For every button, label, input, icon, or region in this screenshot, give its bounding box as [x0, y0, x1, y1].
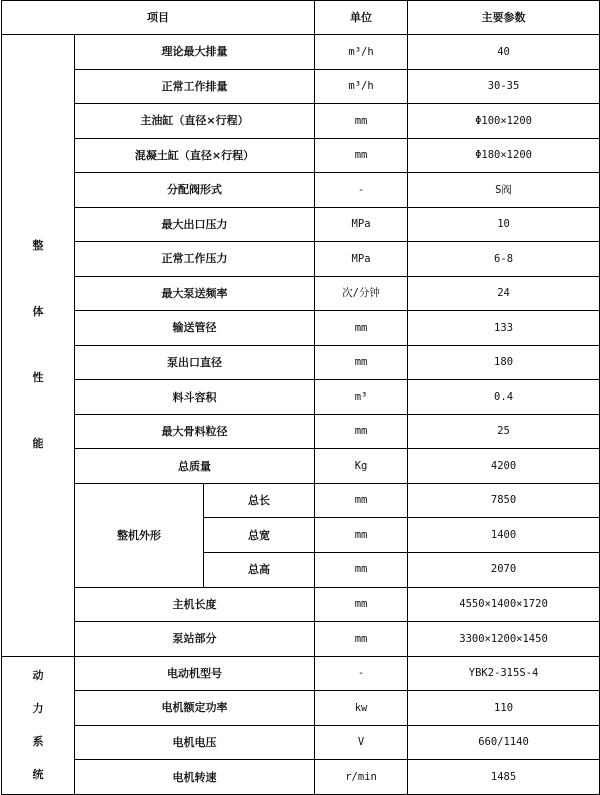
row-unit: - [315, 656, 408, 691]
row-name: 料斗容积 [75, 380, 315, 415]
row-unit: mm [315, 345, 408, 380]
row-unit: mm [315, 622, 408, 657]
row-name: 主油缸（直径×行程） [75, 104, 315, 139]
table-row [2, 173, 600, 208]
row-name: 电动机型号 [75, 656, 315, 691]
row-unit: m³/h [315, 69, 408, 104]
table-row [2, 311, 600, 346]
table-row [2, 35, 600, 70]
row-unit: mm [315, 138, 408, 173]
row-name: 最大泵送频率 [75, 276, 315, 311]
row-unit: V [315, 725, 408, 760]
header-row [2, 1, 600, 35]
table-row [2, 725, 600, 760]
row-value: 3300×1200×1450 [408, 622, 600, 657]
row-unit: kw [315, 691, 408, 726]
row-name: 泵出口直径 [75, 345, 315, 380]
row-value: 180 [408, 345, 600, 380]
row-name: 电机额定功率 [75, 691, 315, 726]
row-value: 660/1140 [408, 725, 600, 760]
row-unit: mm [315, 587, 408, 622]
table-row [2, 380, 600, 415]
table-row [2, 691, 600, 726]
table-row [2, 138, 600, 173]
row-value: 110 [408, 691, 600, 726]
row-value: Φ180×1200 [408, 138, 600, 173]
row-name: 正常工作排量 [75, 69, 315, 104]
row-name: 混凝土缸（直径×行程） [75, 138, 315, 173]
row-value: Φ100×1200 [408, 104, 600, 139]
row-value: 133 [408, 311, 600, 346]
table-row [2, 760, 600, 795]
row-value: 24 [408, 276, 600, 311]
row-name: 输送管径 [75, 311, 315, 346]
row-unit: MPa [315, 242, 408, 277]
row-unit: MPa [315, 207, 408, 242]
table-row [2, 622, 600, 657]
table-row [2, 483, 600, 518]
spec-table [1, 0, 600, 795]
row-value: 30-35 [408, 69, 600, 104]
group-power-system: 动 力 系 统 [2, 656, 75, 794]
row-name: 电机转速 [75, 760, 315, 795]
header-item: 项目 [2, 1, 315, 35]
header-params: 主要参数 [408, 1, 600, 35]
table-row [2, 587, 600, 622]
table-row [2, 242, 600, 277]
row-value: S阀 [408, 173, 600, 208]
row-value: 2070 [408, 553, 600, 588]
row-value: 4550×1400×1720 [408, 587, 600, 622]
row-unit: - [315, 173, 408, 208]
group-overall-performance: 整 体 性 能 [2, 35, 75, 657]
row-name: 电机电压 [75, 725, 315, 760]
row-value: YBK2-315S-4 [408, 656, 600, 691]
table-row [2, 345, 600, 380]
row-name: 总长 [204, 483, 315, 518]
row-value: 10 [408, 207, 600, 242]
table-row [2, 207, 600, 242]
header-unit: 单位 [315, 1, 408, 35]
table-row [2, 276, 600, 311]
row-unit: Kg [315, 449, 408, 484]
row-value: 40 [408, 35, 600, 70]
row-unit: m³ [315, 380, 408, 415]
row-value: 6-8 [408, 242, 600, 277]
table-row [2, 656, 600, 691]
row-name: 分配阀形式 [75, 173, 315, 208]
row-name: 主机长度 [75, 587, 315, 622]
row-name: 泵站部分 [75, 622, 315, 657]
table-row [2, 414, 600, 449]
row-unit: mm [315, 483, 408, 518]
row-value: 1485 [408, 760, 600, 795]
row-value: 25 [408, 414, 600, 449]
row-unit: mm [315, 553, 408, 588]
dimensions-label: 整机外形 [75, 483, 204, 587]
row-name: 总宽 [204, 518, 315, 553]
table-row [2, 69, 600, 104]
row-unit: mm [315, 311, 408, 346]
row-unit: mm [315, 414, 408, 449]
table-row [2, 104, 600, 139]
table-row [2, 449, 600, 484]
row-unit: mm [315, 518, 408, 553]
row-name: 最大出口压力 [75, 207, 315, 242]
row-value: 0.4 [408, 380, 600, 415]
row-value: 7850 [408, 483, 600, 518]
row-name: 总质量 [75, 449, 315, 484]
row-value: 4200 [408, 449, 600, 484]
row-name: 总高 [204, 553, 315, 588]
row-unit: mm [315, 104, 408, 139]
row-name: 最大骨料粒径 [75, 414, 315, 449]
row-name: 理论最大排量 [75, 35, 315, 70]
row-unit: m³/h [315, 35, 408, 70]
row-value: 1400 [408, 518, 600, 553]
row-unit: 次/分钟 [315, 276, 408, 311]
row-unit: r/min [315, 760, 408, 795]
row-name: 正常工作压力 [75, 242, 315, 277]
